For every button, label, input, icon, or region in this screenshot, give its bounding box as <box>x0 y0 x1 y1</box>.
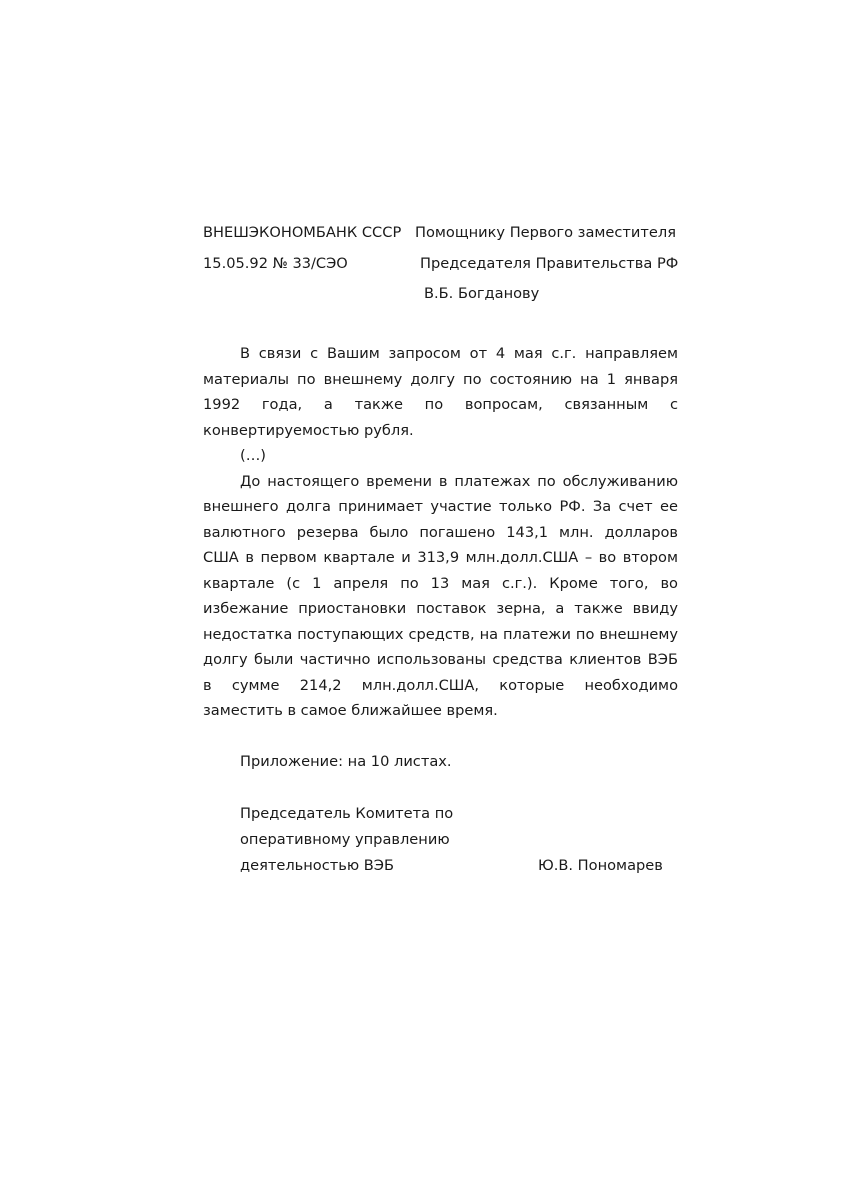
omission-mark: (…) <box>240 447 266 464</box>
sender-reference: 15.05.92 № 33/СЭО <box>203 255 348 272</box>
signatory-title-line-1: Председатель Комитета по <box>240 805 454 822</box>
recipient-line-1: Помощнику Первого заместителя <box>415 224 676 241</box>
sender-organization: ВНЕШЭКОНОМБАНК СССР <box>203 224 402 241</box>
recipient-line-2: Председателя Правительства РФ <box>420 255 679 272</box>
body-paragraph-2: До настоящего времени в платежах по обслуживанию внешнего долга принимает участие только РФ. За счет ее валютного резерва было погашено 143,1 млн. долларов США в первом квартале и 313,9 млн.долл.США – во втором квартале (с 1 апреля по 13 мая с.г.). Кроме того, во избежание приостановки поставок зерна, а также ввиду недостатка поступающих средств, на платежи по внешнему долгу были частично использованы средства клиентов ВЭБ в сумме 214,2 млн.долл.США, которые необходимо заместить в самое ближайшее время. <box>203 472 678 719</box>
letter-body <box>203 341 678 724</box>
signatory-name: Ю.В. Пономарев <box>538 857 663 874</box>
attachment-note: Приложение: на 10 листах. <box>240 753 452 770</box>
signatory-title-line-2: оперативному управлению <box>240 831 450 848</box>
signatory-title-line-3: деятельностью ВЭБ <box>240 857 394 874</box>
body-paragraph-1: В связи с Вашим запросом от 4 мая с.г. направляем материалы по внешнему долгу по состоянию на 1 января 1992 года, а также по вопросам, связанным с конвертируемостью рубля. <box>203 345 678 439</box>
recipient-line-3: В.Б. Богданову <box>424 285 540 302</box>
